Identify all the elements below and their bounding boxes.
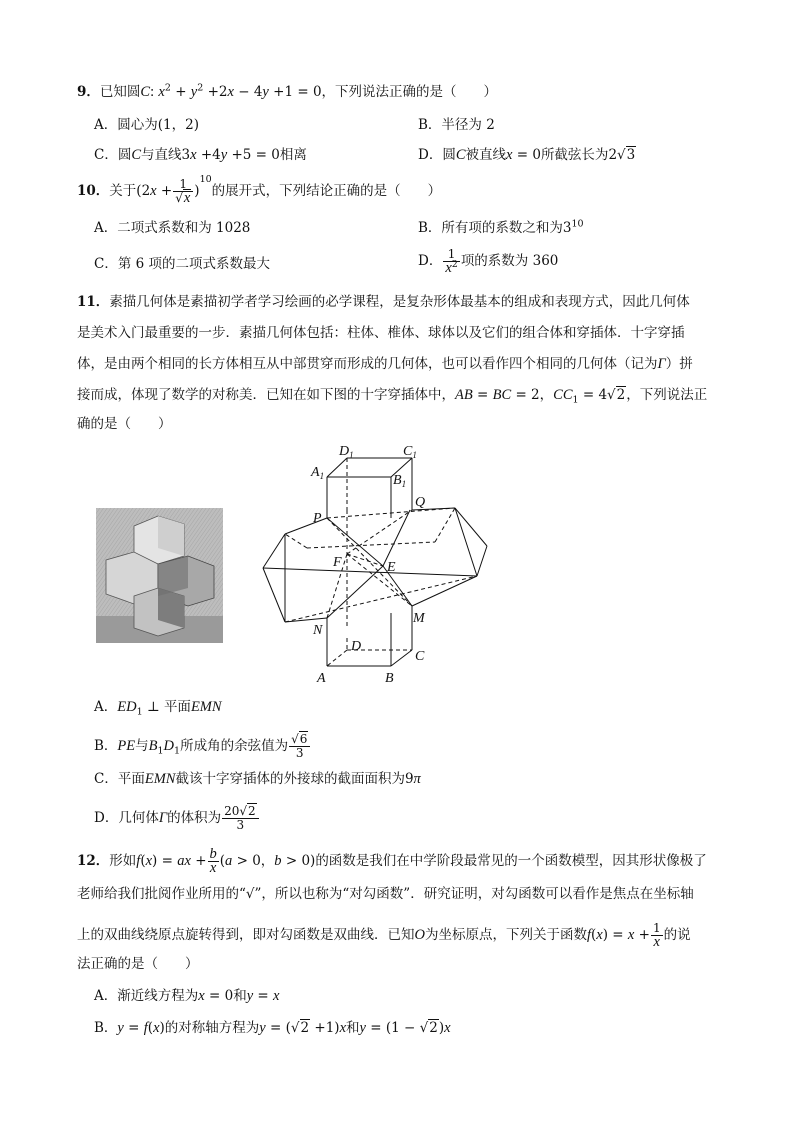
label-M: M bbox=[413, 611, 425, 626]
q12-line-3: 上的双曲线绕原点旋转得到，即对勾函数是双曲线．已知O为坐标原点，下列关于函数f(x) = x + $\frac{1}{x}$ 的说 bbox=[77, 921, 691, 950]
q12-option-a: A．渐近线方程为x = 0和y = x bbox=[94, 988, 280, 1004]
q11-line-3: 体，是由两个相同的长方体相互从中部贯穿而形成的几何体，也可以看作四个相同的几何体（记为Γ）拼 bbox=[77, 356, 693, 372]
q11-line-2: 是美术入门最重要的一步．素描几何体包括：柱体、椎体、球体以及它们的组合体和穿插体．十字穿插 bbox=[77, 325, 685, 341]
q12-line-2: 老师给我们批阅作业所用的“√”，所以也称为“对勾函数”．研究证明，对勾函数可以看作是焦点在坐标轴 bbox=[77, 886, 694, 902]
figure-solid-edges bbox=[263, 458, 487, 666]
label-Q: Q bbox=[415, 495, 426, 510]
q12-number: 12． bbox=[77, 853, 110, 869]
q12-line-1: 12．形如f(x) = ax + $\frac{b}{x}$ (a > 0，b > 0)的函数是我们在中学阶段最常见的一个函数模型，因其形状像极了 bbox=[77, 846, 707, 876]
q10-stem: 10．关于(2x + $\frac{1}{√x}$ )$^{10}$的展开式，下列结论正确的是（ ） bbox=[77, 173, 442, 206]
q10-option-b: B．所有项的系数之和为$3^{10}$ bbox=[418, 218, 584, 236]
q9-circle-equation: C bbox=[140, 84, 151, 100]
q9-number: 9． bbox=[77, 84, 100, 100]
label-B: B bbox=[385, 671, 394, 686]
cross-solid-sketch-image bbox=[96, 508, 223, 643]
q12-line-4: 法正确的是（ ） bbox=[77, 956, 199, 972]
q11-line-4: 接而成，体现了数学的对称美．已知在如下图的十字穿插体中，AB = BC = 2，$CC_1 = 4√2$，下列说法正 bbox=[77, 387, 708, 406]
q11-option-b: B．PE与$B_1D_1$所成角的余弦值为 $\frac{√6}{3}$ bbox=[94, 733, 311, 760]
label-B1: $B_1$ bbox=[393, 473, 407, 489]
q11-line-1: 11．素描几何体是素描初学者学习绘画的必学课程，是复杂形体最基本的组成和表现方式，因此几何体 bbox=[77, 294, 690, 310]
q10-option-a: A．二项式系数和为 1028 bbox=[94, 220, 251, 236]
q11-option-a: A．$ED_1$ ⊥ 平面EMN bbox=[94, 699, 222, 718]
label-D: D bbox=[351, 639, 362, 654]
label-C: C bbox=[415, 649, 425, 664]
label-A: A bbox=[317, 671, 326, 686]
label-A1: $A_1$ bbox=[311, 465, 325, 481]
q11-line-5: 确的是（ ） bbox=[77, 416, 172, 432]
q11-number: 11． bbox=[77, 294, 110, 310]
q9-stem: 9．已知圆C: $x^2 + y^2 +2x - 4y +1 = 0$，下列说法正确的是（ ） bbox=[77, 82, 498, 100]
q10-option-d: D． $\frac{1}{x^2}$ 项的系数为 360 bbox=[418, 247, 559, 276]
label-D1: $D_1$ bbox=[339, 444, 354, 460]
label-C1: $C_1$ bbox=[403, 444, 417, 460]
label-P: P bbox=[313, 511, 322, 526]
q9-option-c: C．圆C与直线3x +4y +5 = 0相离 bbox=[94, 147, 307, 163]
label-E: E bbox=[387, 560, 396, 575]
q12-option-b: B．y = f(x)的对称轴方程为y = (√2 +1)x和y = (1 − √2)x bbox=[94, 1020, 451, 1036]
q11-option-d: D．几何体Γ的体积为 $\frac{20√2}{3}$ bbox=[94, 805, 260, 832]
q9-stem-post: ，下列说法正确的是（ ） bbox=[321, 84, 498, 100]
q10-number: 10． bbox=[77, 183, 110, 199]
label-N: N bbox=[313, 623, 323, 638]
q9-option-d: D．圆C被直线x = 0所截弦长为2√3 bbox=[418, 147, 636, 163]
label-F: F bbox=[333, 555, 342, 570]
q11-option-c: C．平面EMN截该十字穿插体的外接球的截面面积为9π bbox=[94, 771, 421, 787]
q9-option-b: B．半径为 2 bbox=[418, 117, 495, 133]
q9-option-a: A．圆心为(1，2) bbox=[94, 117, 199, 133]
q10-option-c: C．第 6 项的二项式系数最大 bbox=[94, 256, 271, 272]
cross-solid-figure bbox=[255, 438, 495, 688]
q9-stem-pre: 已知圆 bbox=[99, 84, 141, 100]
